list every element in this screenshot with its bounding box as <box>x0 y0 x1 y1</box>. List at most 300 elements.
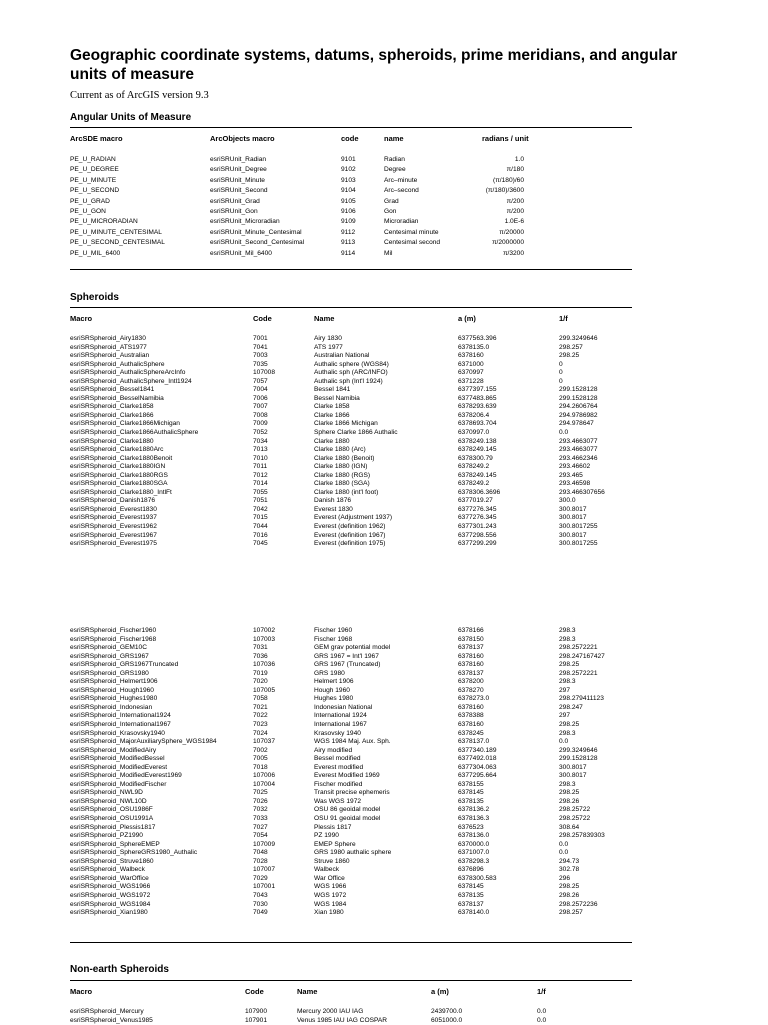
table-row <box>70 514 632 523</box>
column-header-f: 1/f <box>559 314 568 323</box>
cell-code: 107007 <box>253 866 276 874</box>
cell-code: 7022 <box>253 712 268 720</box>
cell-name: Everest modified <box>314 763 364 771</box>
cell-macro: esriSRSpheroid_ModifiedAiry <box>70 746 157 754</box>
cell-a: 6378136.3 <box>458 815 490 823</box>
cell-macro: esriSRSpheroid_Clarke1880SGA <box>70 480 168 488</box>
cell-code: 7052 <box>253 429 268 437</box>
table-row <box>70 335 632 344</box>
cell-macro: esriSRSpheroid_ModifiedEverest1969 <box>70 772 182 780</box>
cell-radians-per-unit: π/200 <box>506 207 524 215</box>
cell-arcsde-macro: PE_U_MINUTE_CENTESIMAL <box>70 228 162 236</box>
column-header-code: Code <box>253 314 272 323</box>
cell-macro: esriSRSpheroid_Clarke1880_IntlFt <box>70 488 172 496</box>
cell-code: 7054 <box>253 832 268 840</box>
cell-name: Clarke 1880 (Arc) <box>314 446 366 454</box>
cell-macro: esriSRSpheroid_Hughes1980 <box>70 695 158 703</box>
page-subtitle: Current as of ArcGIS version 9.3 <box>70 90 209 101</box>
cell-name: Hughes 1980 <box>314 695 354 703</box>
cell-macro: esriSRSpheroid_Clarke1866Michigan <box>70 420 180 428</box>
cell-radians-per-unit: (π/180)/60 <box>493 176 524 184</box>
cell-a: 6378135 <box>458 797 484 805</box>
cell-name: WGS 1984 Maj. Aux. Sph. <box>314 738 391 746</box>
table-row <box>70 412 632 421</box>
cell-macro: esriSRSpheroid_SphereGRS1980_Authalic <box>70 849 198 857</box>
cell-f: 298.25 <box>559 352 580 360</box>
cell-name: WGS 1984 <box>314 900 347 908</box>
cell-code: 107036 <box>253 661 276 669</box>
cell-code: 7025 <box>253 789 268 797</box>
cell-code: 9112 <box>341 228 356 236</box>
cell-code: 7001 <box>253 335 268 342</box>
column-header-radians-per-unit: radians / unit <box>482 134 529 143</box>
table-row <box>70 704 632 713</box>
cell-code: 7030 <box>253 900 268 908</box>
cell-name: Authalic sph (ARC/INFO) <box>314 369 388 377</box>
cell-name: Hough 1960 <box>314 686 350 694</box>
cell-code: 7020 <box>253 678 268 686</box>
table-row <box>70 344 632 353</box>
cell-f: 0.0 <box>559 429 569 437</box>
cell-macro: esriSRSpheroid_Everest1937 <box>70 514 157 522</box>
cell-f: 300.8017 <box>559 763 587 771</box>
section-rule <box>70 980 632 981</box>
cell-name: Airy modified <box>314 746 353 754</box>
table-row <box>70 721 632 730</box>
cell-f: 298.257 <box>559 343 583 351</box>
table-row <box>70 155 632 165</box>
cell-macro: esriSRSpheroid_International1924 <box>70 712 171 720</box>
cell-f: 298.25 <box>559 661 580 669</box>
cell-f: 298.257 <box>559 909 583 917</box>
cell-radians-per-unit: 1.0 <box>514 156 524 163</box>
table-row <box>70 772 632 781</box>
table-row <box>70 678 632 687</box>
cell-macro: esriSRSpheroid_Venus1985 <box>70 1016 153 1024</box>
cell-code: 7003 <box>253 352 268 360</box>
cell-name: OSU 91 geoidal model <box>314 815 381 823</box>
cell-macro: esriSRSpheroid_Clarke1880Arc <box>70 446 164 454</box>
cell-a: 6377563.396 <box>458 335 497 342</box>
cell-macro: esriSRSpheroid_NWL9D <box>70 789 143 797</box>
cell-code: 9102 <box>341 166 356 174</box>
table-row <box>70 186 632 196</box>
cell-code: 7058 <box>253 695 268 703</box>
cell-a: 6378300.583 <box>458 874 497 882</box>
table-row <box>70 463 632 472</box>
cell-macro: esriSRSpheroid_Krasovsky1940 <box>70 729 165 737</box>
cell-name: EMEP Sphere <box>314 840 356 848</box>
cell-macro: esriSRSpheroid_Clarke1866AuthalicSphere <box>70 429 199 437</box>
cell-arcobjects-macro: esriSRUnit_Minute <box>210 176 265 184</box>
cell-name: Clarke 1866 <box>314 411 350 419</box>
table-row <box>70 875 632 884</box>
table-row <box>70 892 632 901</box>
cell-macro: esriSRSpheroid_ModifiedEverest <box>70 763 168 771</box>
cell-a: 6377276.345 <box>458 505 497 513</box>
spheroids-table-part1 <box>70 314 632 549</box>
table-row <box>70 403 632 412</box>
table-row <box>70 738 632 747</box>
cell-code: 107037 <box>253 738 276 746</box>
cell-name: Fischer 1960 <box>314 627 353 634</box>
cell-arcsde-macro: PE_U_MICRORADIAN <box>70 218 138 226</box>
table-row <box>70 866 632 875</box>
table-header-row <box>70 134 632 146</box>
cell-f: 298.2572236 <box>559 900 598 908</box>
cell-a: 6377340.189 <box>458 746 497 754</box>
cell-f: 298.25722 <box>559 806 591 814</box>
cell-name: Degree <box>384 166 406 174</box>
cell-f: 298.25 <box>559 883 580 891</box>
cell-name: Mercury 2000 IAU IAG <box>297 1008 364 1015</box>
table-row <box>70 472 632 481</box>
cell-a: 6378273.0 <box>458 695 490 703</box>
cell-code: 107009 <box>253 840 276 848</box>
cell-f: 298.3 <box>559 678 576 686</box>
cell-arcsde-macro: PE_U_SECOND_CENTESIMAL <box>70 239 165 247</box>
cell-macro: esriSRSpheroid_International1967 <box>70 721 171 729</box>
cell-f: 0.0 <box>559 840 569 848</box>
cell-f: 297 <box>559 712 571 720</box>
cell-code: 7048 <box>253 849 268 857</box>
cell-code: 7028 <box>253 857 268 865</box>
cell-macro: esriSRSpheroid_Indonesian <box>70 703 153 711</box>
cell-macro: esriSRSpheroid_Mercury <box>70 1008 144 1015</box>
cell-macro: esriSRSpheroid_Australian <box>70 352 150 360</box>
cell-code: 7007 <box>253 403 268 411</box>
cell-code: 7023 <box>253 721 268 729</box>
cell-macro: esriSRSpheroid_Clarke1880Benoit <box>70 454 173 462</box>
table-row <box>70 361 632 370</box>
table-row <box>70 653 632 662</box>
cell-code: 7057 <box>253 377 268 385</box>
table-row <box>70 747 632 756</box>
cell-code: 9101 <box>341 156 356 163</box>
cell-macro: esriSRSpheroid_Everest1967 <box>70 531 157 539</box>
cell-f: 299.1528128 <box>559 386 598 394</box>
cell-arcobjects-macro: esriSRUnit_Radian <box>210 156 267 163</box>
cell-name: War Office <box>314 874 345 882</box>
cell-code: 7055 <box>253 488 268 496</box>
cell-a: 6378160 <box>458 703 484 711</box>
cell-code: 7002 <box>253 746 268 754</box>
cell-code: 7008 <box>253 411 268 419</box>
cell-macro: esriSRSpheroid_ATS1977 <box>70 343 147 351</box>
cell-macro: esriSRSpheroid_SphereEMEP <box>70 840 160 848</box>
cell-name: Arc–second <box>384 187 419 195</box>
table-row <box>70 1008 632 1017</box>
cell-name: Bessel modified <box>314 755 361 763</box>
cell-f: 298.25 <box>559 721 580 729</box>
cell-f: 300.8017 <box>559 514 587 522</box>
table-row <box>70 661 632 670</box>
cell-macro: esriSRSpheroid_WGS1966 <box>70 883 151 891</box>
cell-f: 300.8017255 <box>559 523 598 531</box>
cell-f: 298.247167427 <box>559 652 605 660</box>
cell-name: Microradian <box>384 218 419 226</box>
cell-code: 7049 <box>253 909 268 917</box>
cell-f: 300.0 <box>559 497 576 505</box>
cell-a: 6371007.0 <box>458 849 490 857</box>
cell-a: 6377019.27 <box>458 497 493 505</box>
table-row <box>70 446 632 455</box>
table-header-row <box>70 987 632 999</box>
cell-a: 6378137 <box>458 669 484 677</box>
cell-code: 7012 <box>253 471 268 479</box>
cell-code: 9104 <box>341 187 356 195</box>
table-row <box>70 369 632 378</box>
cell-f: 298.26 <box>559 797 580 805</box>
cell-code: 107005 <box>253 686 276 694</box>
table-row <box>70 217 632 227</box>
cell-macro: esriSRSpheroid_OSU1991A <box>70 815 154 823</box>
cell-name: Clarke 1880 (int'l foot) <box>314 488 379 496</box>
cell-a: 6378137.0 <box>458 738 490 746</box>
cell-f: 299.1528128 <box>559 394 598 402</box>
cell-code: 7013 <box>253 446 268 454</box>
cell-macro: esriSRSpheroid_WGS1972 <box>70 891 151 899</box>
cell-a: 6378136.0 <box>458 832 490 840</box>
cell-macro: esriSRSpheroid_BesselNamibia <box>70 394 164 402</box>
table-row <box>70 249 632 259</box>
cell-name: International 1924 <box>314 712 367 720</box>
cell-a: 6377295.664 <box>458 772 497 780</box>
cell-f: 0 <box>559 360 563 368</box>
cell-f: 0.0 <box>559 849 569 857</box>
table-row <box>70 395 632 404</box>
cell-arcobjects-macro: esriSRUnit_Gon <box>210 207 258 215</box>
cell-code: 7005 <box>253 755 268 763</box>
cell-f: 294.73 <box>559 857 580 865</box>
cell-a: 6378137 <box>458 900 484 908</box>
table-row <box>70 841 632 850</box>
cell-f: 0.0 <box>537 1008 547 1015</box>
table-row <box>70 798 632 807</box>
section-title-nonearth-spheroids: Non-earth Spheroids <box>70 964 169 975</box>
cell-arcobjects-macro: esriSRUnit_Minute_Centesimal <box>210 228 302 236</box>
table-row <box>70 670 632 679</box>
cell-macro: esriSRSpheroid_Struve1860 <box>70 857 154 865</box>
cell-code: 107901 <box>245 1016 268 1024</box>
cell-name: Transit precise ephemeris <box>314 789 390 797</box>
cell-f: 0 <box>559 377 563 385</box>
cell-a: 6378249.138 <box>458 437 497 445</box>
cell-a: 6378145 <box>458 789 484 797</box>
section-rule <box>70 942 632 943</box>
cell-arcobjects-macro: esriSRUnit_Microradian <box>210 218 280 226</box>
cell-a: 6378145 <box>458 883 484 891</box>
cell-code: 7041 <box>253 343 268 351</box>
cell-f: 298.26 <box>559 891 580 899</box>
table-row <box>70 540 632 549</box>
column-header-macro: Macro <box>70 987 93 996</box>
cell-name: Airy 1830 <box>314 335 342 342</box>
cell-arcobjects-macro: esriSRUnit_Degree <box>210 166 267 174</box>
cell-code: 7026 <box>253 797 268 805</box>
cell-code: 9113 <box>341 239 356 247</box>
cell-code: 7036 <box>253 652 268 660</box>
table-row <box>70 644 632 653</box>
cell-macro: esriSRSpheroid_Everest1962 <box>70 523 157 531</box>
cell-code: 7045 <box>253 540 268 548</box>
cell-macro: esriSRSpheroid_GRS1967 <box>70 652 149 660</box>
cell-macro: esriSRSpheroid_Fischer1960 <box>70 627 157 634</box>
cell-name: Australian National <box>314 352 370 360</box>
cell-name: Walbeck <box>314 866 340 874</box>
cell-name: Clarke 1880 (RGS) <box>314 471 371 479</box>
cell-macro: esriSRSpheroid_AuthalicSphereArcInfo <box>70 369 186 377</box>
cell-a: 6378270 <box>458 686 484 694</box>
cell-macro: esriSRSpheroid_Bessel1841 <box>70 386 155 394</box>
table-row <box>70 636 632 645</box>
table-row <box>70 695 632 704</box>
cell-a: 6378249.2 <box>458 463 490 471</box>
table-row <box>70 858 632 867</box>
cell-a: 6370997.0 <box>458 429 490 437</box>
cell-a: 6378160 <box>458 721 484 729</box>
table-row <box>70 730 632 739</box>
cell-macro: esriSRSpheroid_GRS1967Truncated <box>70 661 179 669</box>
table-row <box>70 506 632 515</box>
cell-code: 7051 <box>253 497 268 505</box>
cell-a: 6377298.556 <box>458 531 497 539</box>
cell-code: 7009 <box>253 420 268 428</box>
cell-macro: esriSRSpheroid_Plessis1817 <box>70 823 156 831</box>
cell-f: 300.8017 <box>559 531 587 539</box>
cell-name: Authalic sphere (WGS84) <box>314 360 389 368</box>
cell-code: 9105 <box>341 197 356 205</box>
cell-code: 107003 <box>253 635 276 643</box>
cell-arcobjects-macro: esriSRUnit_Grad <box>210 197 260 205</box>
table-row <box>70 438 632 447</box>
cell-name: Xian 1980 <box>314 909 344 917</box>
cell-name: Everest 1830 <box>314 505 353 513</box>
cell-code: 7019 <box>253 669 268 677</box>
column-header-name: Name <box>297 987 318 996</box>
column-header-a: a (m) <box>431 987 449 996</box>
cell-code: 7016 <box>253 531 268 539</box>
cell-a: 6378298.3 <box>458 857 490 865</box>
column-header-macro: Macro <box>70 314 93 323</box>
cell-name: Centesimal second <box>384 239 441 247</box>
cell-name: Was WGS 1972 <box>314 797 362 805</box>
cell-code: 9106 <box>341 207 356 215</box>
table-row <box>70 207 632 217</box>
cell-code: 107004 <box>253 780 276 788</box>
cell-arcobjects-macro: esriSRUnit_Mil_6400 <box>210 249 272 257</box>
cell-code: 7029 <box>253 874 268 882</box>
table-row <box>70 789 632 798</box>
cell-a: 6378206.4 <box>458 411 490 419</box>
cell-f: 293.4663077 <box>559 446 598 454</box>
cell-code: 7043 <box>253 891 268 899</box>
cell-a: 6378293.639 <box>458 403 497 411</box>
cell-a: 6378135.0 <box>458 343 490 351</box>
cell-name: Everest Modified 1969 <box>314 772 380 780</box>
table-row <box>70 489 632 498</box>
cell-radians-per-unit: π/20000 <box>499 228 524 236</box>
cell-arcsde-macro: PE_U_DEGREE <box>70 166 119 174</box>
cell-code: 7027 <box>253 823 268 831</box>
cell-a: 6378249.145 <box>458 446 497 454</box>
cell-code: 7011 <box>253 463 268 471</box>
cell-f: 298.2572221 <box>559 644 598 652</box>
cell-a: 6378249.145 <box>458 471 497 479</box>
cell-macro: esriSRSpheroid_Walbeck <box>70 866 145 874</box>
cell-name: WGS 1972 <box>314 891 347 899</box>
cell-name: Bessel Namibia <box>314 394 360 402</box>
cell-name: Clarke 1858 <box>314 403 350 411</box>
cell-f: 298.257839303 <box>559 832 605 840</box>
cell-macro: esriSRSpheroid_PZ1990 <box>70 832 143 840</box>
table-row <box>70 455 632 464</box>
cell-macro: esriSRSpheroid_AuthalicSphere_Intl1924 <box>70 377 192 385</box>
cell-arcsde-macro: PE_U_RADIAN <box>70 156 116 163</box>
cell-f: 298.3 <box>559 780 576 788</box>
table-row <box>70 806 632 815</box>
cell-name: International 1967 <box>314 721 367 729</box>
cell-code: 7004 <box>253 386 268 394</box>
cell-code: 7014 <box>253 480 268 488</box>
cell-macro: esriSRSpheroid_Clarke1866 <box>70 411 154 419</box>
cell-name: GRS 1967 = Int'l 1967 <box>314 652 379 660</box>
cell-f: 293.466307656 <box>559 488 605 496</box>
cell-code: 107001 <box>253 883 276 891</box>
table-row <box>70 764 632 773</box>
cell-name: Authalic sph (Int'l 1924) <box>314 377 383 385</box>
cell-macro: esriSRSpheroid_Hough1960 <box>70 686 154 694</box>
cell-name: Helmert 1906 <box>314 678 354 686</box>
cell-macro: esriSRSpheroid_ModifiedBessel <box>70 755 165 763</box>
cell-a: 6378388 <box>458 712 484 720</box>
cell-code: 107008 <box>253 369 276 377</box>
table-row <box>70 824 632 833</box>
cell-a: 6378137 <box>458 644 484 652</box>
cell-a: 6378160 <box>458 352 484 360</box>
cell-a: 2439700.0 <box>431 1008 463 1015</box>
spheroids-table-part2 <box>70 627 632 918</box>
cell-a: 6377304.063 <box>458 763 497 771</box>
cell-f: 298.3 <box>559 635 576 643</box>
cell-f: 298.2572221 <box>559 669 598 677</box>
cell-macro: esriSRSpheroid_Xian1980 <box>70 909 148 917</box>
cell-code: 7021 <box>253 703 268 711</box>
cell-code: 7035 <box>253 360 268 368</box>
table-row <box>70 781 632 790</box>
table-row <box>70 712 632 721</box>
cell-arcobjects-macro: esriSRUnit_Second_Centesimal <box>210 239 305 247</box>
cell-a: 6378160 <box>458 652 484 660</box>
cell-a: 6377276.345 <box>458 514 497 522</box>
cell-name: Clarke 1866 Michigan <box>314 420 378 428</box>
cell-f: 298.25722 <box>559 815 591 823</box>
cell-macro: esriSRSpheroid_Danish1876 <box>70 497 156 505</box>
cell-name: Centesimal minute <box>384 228 439 236</box>
cell-a: 6378150 <box>458 635 484 643</box>
cell-macro: esriSRSpheroid_Helmert1906 <box>70 678 158 686</box>
table-row <box>70 352 632 361</box>
cell-code: 7024 <box>253 729 268 737</box>
cell-f: 0.0 <box>537 1016 547 1024</box>
cell-arcsde-macro: PE_U_SECOND <box>70 187 120 195</box>
cell-code: 7031 <box>253 644 268 652</box>
cell-name: GEM grav potential model <box>314 644 391 652</box>
cell-arcsde-macro: PE_U_GON <box>70 207 106 215</box>
cell-f: 298.3 <box>559 729 576 737</box>
cell-arcsde-macro: PE_U_MIL_6400 <box>70 249 121 257</box>
table-row <box>70 901 632 910</box>
